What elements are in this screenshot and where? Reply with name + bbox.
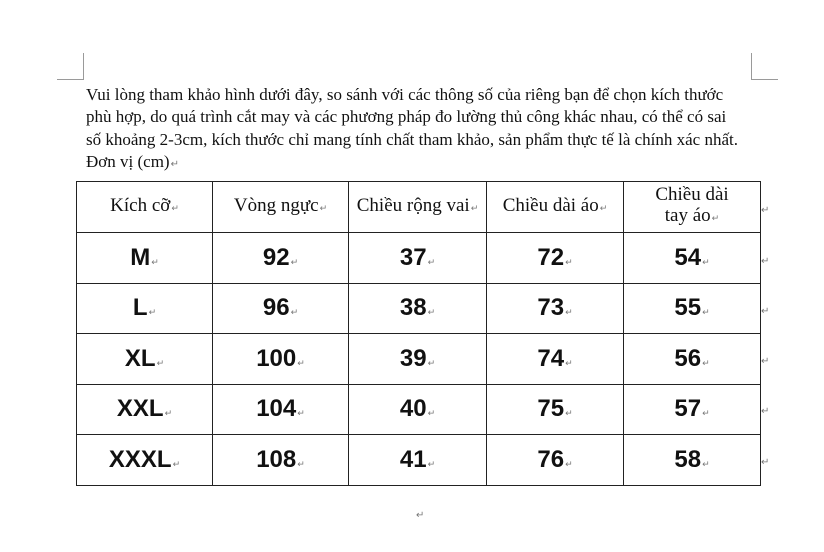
cell-size: XL↵ bbox=[77, 334, 213, 385]
cell-mark-icon: ↵ bbox=[172, 459, 181, 470]
cell-mark-icon: ↵ bbox=[319, 203, 328, 214]
cell-mark-icon: ↵ bbox=[427, 257, 436, 268]
cell-shoulder: 40↵ bbox=[349, 384, 487, 435]
cell-shoulder: 38↵ bbox=[349, 283, 487, 334]
table-row bbox=[77, 435, 761, 486]
cell-chest: 104↵ bbox=[213, 384, 349, 435]
cell-length: 73↵ bbox=[487, 283, 624, 334]
intro-line-1: Vui lòng tham khảo hình dưới đây, so sánh với các thông số của riêng bạn để chọn kích thước bbox=[86, 85, 724, 104]
paragraph-mark-icon: ↵ bbox=[170, 159, 179, 171]
table-row bbox=[77, 334, 761, 385]
cell-size: XXL↵ bbox=[77, 384, 213, 435]
intro-paragraph bbox=[86, 84, 766, 174]
cell-mark-icon: ↵ bbox=[565, 459, 573, 470]
empty-paragraph-mark-icon: ↵ bbox=[416, 510, 425, 521]
cell-mark-icon: ↵ bbox=[171, 203, 179, 214]
table-row bbox=[77, 283, 761, 334]
cell-length: 74↵ bbox=[487, 334, 624, 385]
row-end-mark-icon: ↵ bbox=[761, 205, 770, 216]
cell-mark-icon: ↵ bbox=[297, 459, 305, 470]
cell-mark-icon: ↵ bbox=[702, 257, 710, 268]
header-size: Kích cỡ↵ bbox=[77, 182, 213, 233]
cell-mark-icon: ↵ bbox=[156, 358, 165, 369]
cell-mark-icon: ↵ bbox=[702, 308, 710, 319]
intro-line-3: số khoảng 2-3cm, kích thước chỉ mang tính chất tham khảo, sản phẩm thực tế là chính xác nhất. bbox=[86, 129, 738, 149]
table-row bbox=[77, 233, 761, 284]
cell-mark-icon: ↵ bbox=[164, 409, 173, 420]
table-header-row bbox=[77, 182, 761, 233]
row-end-mark-icon: ↵ bbox=[761, 256, 770, 267]
cell-mark-icon: ↵ bbox=[427, 308, 436, 319]
cell-mark-icon: ↵ bbox=[290, 308, 299, 319]
table-row bbox=[77, 384, 761, 435]
cell-mark-icon: ↵ bbox=[702, 358, 710, 369]
row-end-mark-icon: ↵ bbox=[761, 306, 770, 317]
cell-mark-icon: ↵ bbox=[711, 214, 720, 224]
cell-mark-icon: ↵ bbox=[470, 203, 479, 214]
header-chest: Vòng ngực↵ bbox=[213, 182, 349, 233]
intro-line-4-unit: Đơn vị (cm)↵ bbox=[86, 152, 179, 172]
cell-shoulder: 37↵ bbox=[349, 233, 487, 284]
cell-mark-icon: ↵ bbox=[427, 358, 436, 369]
cell-chest: 96↵ bbox=[213, 283, 349, 334]
cell-mark-icon: ↵ bbox=[702, 409, 710, 420]
cell-mark-icon: ↵ bbox=[297, 358, 305, 369]
cell-mark-icon: ↵ bbox=[297, 409, 305, 420]
size-table bbox=[76, 181, 761, 486]
cell-shoulder: 39↵ bbox=[349, 334, 487, 385]
cell-chest: 92↵ bbox=[213, 233, 349, 284]
cell-size: M↵ bbox=[77, 233, 213, 284]
row-end-mark-icon: ↵ bbox=[761, 457, 770, 468]
cell-mark-icon: ↵ bbox=[565, 358, 573, 369]
cell-shoulder: 41↵ bbox=[349, 435, 487, 486]
cell-mark-icon: ↵ bbox=[427, 409, 436, 420]
cell-mark-icon: ↵ bbox=[148, 308, 157, 319]
cell-mark-icon: ↵ bbox=[565, 409, 573, 420]
header-length: Chiều dài áo↵ bbox=[487, 182, 624, 233]
header-shoulder: Chiều rộng vai↵ bbox=[349, 182, 487, 233]
cell-length: 72↵ bbox=[487, 233, 624, 284]
cell-mark-icon: ↵ bbox=[599, 203, 608, 214]
cell-mark-icon: ↵ bbox=[565, 308, 573, 319]
cell-sleeve: 54↵ bbox=[624, 233, 761, 284]
intro-line-2: phù hợp, do quá trình cắt may và các phương pháp đo lường thủ công khác nhau, có thể có sai bbox=[86, 107, 727, 127]
cell-mark-icon: ↵ bbox=[565, 257, 573, 268]
cell-mark-icon: ↵ bbox=[702, 459, 710, 470]
cell-length: 76↵ bbox=[487, 435, 624, 486]
header-sleeve: Chiều dài tay áo↵ bbox=[624, 182, 761, 233]
row-end-mark-icon: ↵ bbox=[761, 406, 770, 417]
cell-sleeve: 58↵ bbox=[624, 435, 761, 486]
cell-sleeve: 56↵ bbox=[624, 334, 761, 385]
cell-chest: 108↵ bbox=[213, 435, 349, 486]
cell-mark-icon: ↵ bbox=[290, 257, 299, 268]
page-corner-mark-top-left bbox=[57, 53, 84, 80]
row-end-mark-icon: ↵ bbox=[761, 356, 770, 367]
cell-size: L↵ bbox=[77, 283, 213, 334]
page-corner-mark-top-right bbox=[751, 53, 778, 80]
cell-size: XXXL↵ bbox=[77, 435, 213, 486]
cell-mark-icon: ↵ bbox=[427, 459, 436, 470]
cell-mark-icon: ↵ bbox=[151, 257, 159, 268]
cell-length: 75↵ bbox=[487, 384, 624, 435]
cell-sleeve: 55↵ bbox=[624, 283, 761, 334]
cell-sleeve: 57↵ bbox=[624, 384, 761, 435]
cell-chest: 100↵ bbox=[213, 334, 349, 385]
